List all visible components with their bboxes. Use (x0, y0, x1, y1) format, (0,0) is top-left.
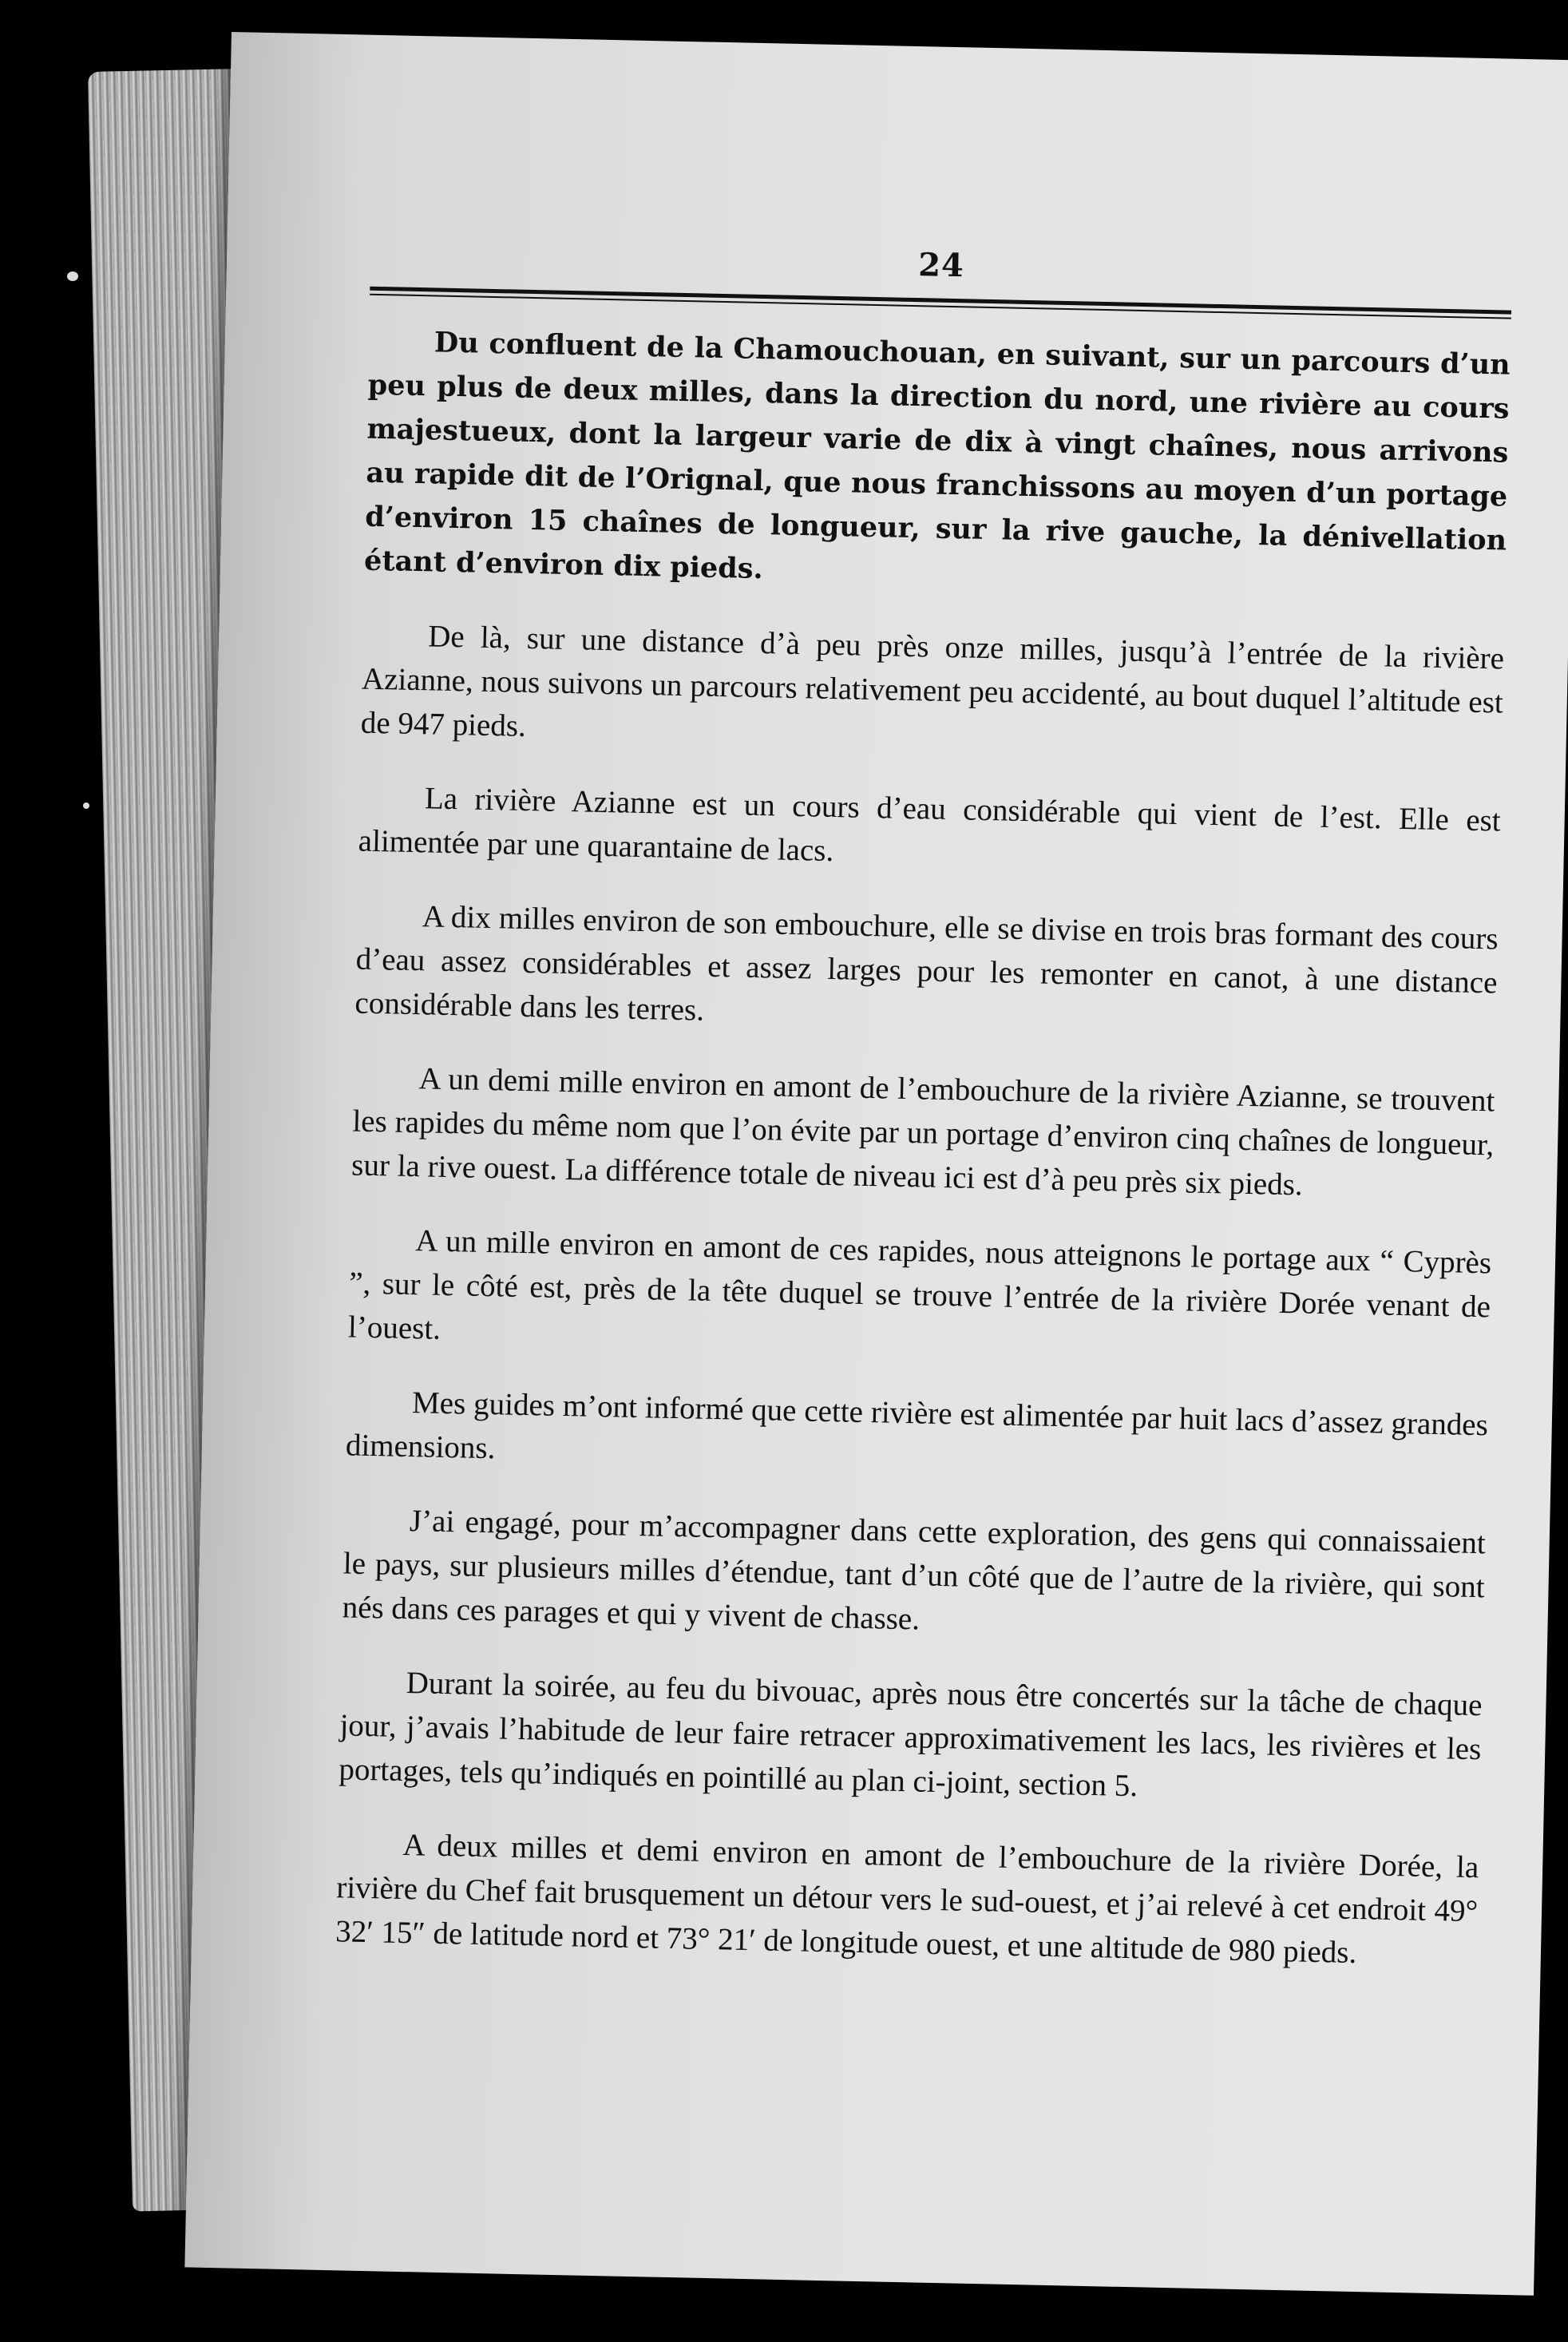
paragraph-10: A deux milles et demi environ en amont de l’embouchure de la rivière Dorée, la rivière du Chef fait brusquement un détour vers le sud-ouest, et j’ai relevé à cet endroit 49° 32′ 15″ de latitude nord et 73° 21′ de longitude ouest, et une altitude de 980 pieds. (335, 1827, 1479, 1971)
paragraph-4: A dix milles environ de son embouchure, elle se divise en trois bras formant des cours d’eau assez considérables et assez larges pour les remonter en canot, à une distance considérable dans les terres. (354, 899, 1499, 1028)
paragraph-3: La rivière Azianne est un cours d’eau considérable qui vient de l’est. Elle est alimentée par une quarantaine de lacs. (358, 781, 1502, 869)
paragraph-8: J’ai engagé, pour m’accompagner dans cette exploration, des gens qui connaissaient le pays, sur plusieurs milles d’étendue, tant d’un côté que de l’autre de la rivière, qui sont nés dans ces parages et qui y vivent de chasse. (342, 1504, 1487, 1637)
page-content (335, 235, 1513, 2007)
paragraph-6: A un mille environ en amont de ces rapides, nous atteignons le portage aux “ Cyprès ”, sur le côté est, près de la tête duquel se trouve l’entrée de la rivière Dorée venant de l’ouest. (347, 1223, 1492, 1346)
dust-speck (67, 271, 78, 281)
paragraph-7: Mes guides m’ont informé que cette rivière est alimentée par huit lacs d’assez grandes dimensions. (345, 1385, 1489, 1466)
dust-speck (83, 802, 89, 809)
paragraph-1: Du confluent de la Chamouchouan, en suivant, sur un parcours d’un peu plus de deux milles, dans la direction du nord, une rivière au cours majestueux, dont la largeur varie de dix à vingt chaînes, nous arrivons au rapide dit de l’Orignal, que nous franchissons au moyen d’un portage d’environ 15 chaînes de longueur, sur la rive gauche, la dénivellation étant d’environ dix pieds. (363, 326, 1511, 586)
paragraph-2: De là, sur une distance d’à peu près onze milles, jusqu’à l’entrée de la rivière Azianne, nous suivons un parcours relativement peu accidenté, au bout duquel l’altitude est de 947 pieds. (360, 619, 1505, 743)
page-number: 24 (917, 246, 965, 285)
book-page (184, 32, 1568, 2296)
paragraph-9: Durant la soirée, au feu du bivouac, après nous être concertés sur la tâche de chaque jour, j’avais l’habitude de leur faire retracer approximativement les lacs, les rivières et les portages, tels qu’indiqués en pointillé au plan ci-joint, section 5. (339, 1666, 1483, 1804)
paragraph-5: A un demi mille environ en amont de l’embouchure de la rivière Azianne, se trouvent les rapides du même nom que l’on évite par un portage d’environ cinq chaînes de longueur, sur la rive ouest. La différence totale de niveau ici est d’à peu près six pieds. (350, 1061, 1495, 1203)
